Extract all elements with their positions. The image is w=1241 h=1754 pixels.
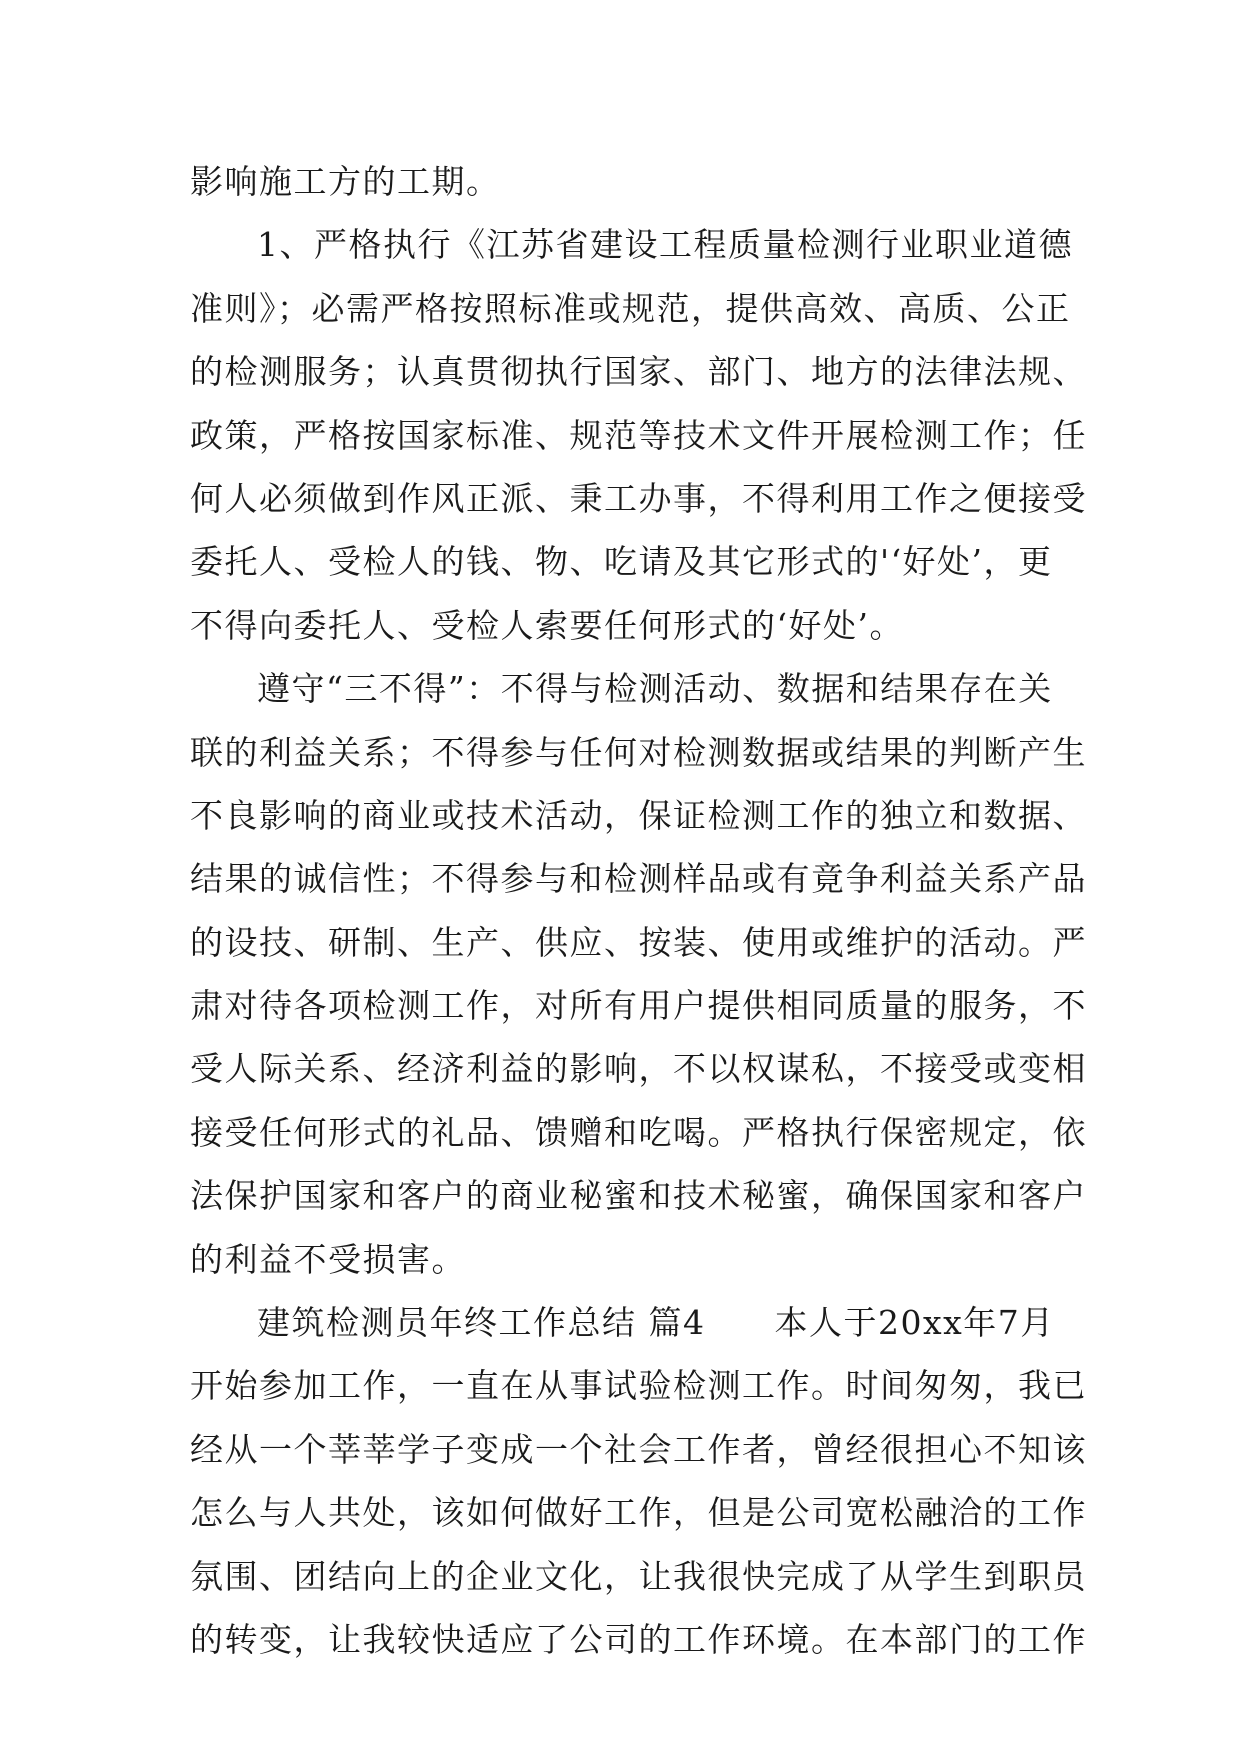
text-line: 结果的诚信性；不得参与和检测样品或有竟争利益关系产品 — [190, 859, 1087, 899]
text-line: 的转变，让我较快适应了公司的工作环境。在本部门的工作 — [190, 1619, 1087, 1659]
text-line: 影响施工方的工期。 — [190, 162, 501, 201]
text-line: 的检测服务；认真贯彻执行国家、部门、地方的法律法规、 — [190, 352, 1087, 392]
text-line: 不良影响的商业或技术活动，保证检测工作的独立和数据、 — [190, 795, 1087, 835]
text-line: 政策，严格按国家标准、规范等技术文件开展检测工作；任 — [190, 415, 1087, 455]
text-line: 委托人、受检人的钱、物、吃请及其它形式的'‘好处’，更 — [190, 542, 1053, 582]
text-line: 开始参加工作，一直在从事试验检测工作。时间匆匆，我已 — [190, 1366, 1087, 1406]
text-line: 建筑检测员年终工作总结 篇4 本人于20xx年7月 — [257, 1303, 1055, 1343]
text-line: 1、严格执行《江苏省建设工程质量检测行业职业道德 — [257, 225, 1073, 265]
text-line: 经从一个莘莘学子变成一个社会工作者，曾经很担心不知该 — [190, 1429, 1087, 1469]
text-line: 肃对待各项检测工作，对所有用户提供相同质量的服务，不 — [190, 986, 1087, 1026]
text-line: 遵守“三不得”：不得与检测活动、数据和结果存在关 — [257, 669, 1053, 709]
body-text — [190, 150, 1087, 1671]
text-line: 受人际关系、经济利益的影响，不以权谋私，不接受或变相 — [190, 1049, 1087, 1089]
text-line: 不得向委托人、受检人索要任何形式的‘好处’。 — [190, 605, 904, 645]
text-line: 怎么与人共处，该如何做好工作，但是公司宽松融洽的工作 — [190, 1493, 1087, 1533]
text-line: 法保护国家和客户的商业秘蜜和技术秘蜜，确保国家和客户 — [190, 1176, 1087, 1216]
text-line: 接受任何形式的礼品、馈赠和吃喝。严格执行保密规定，依 — [190, 1112, 1087, 1152]
text-line: 准则》；必需严格按照标准或规范，提供高效、高质、公正 — [190, 288, 1071, 328]
text-line: 的设技、研制、生产、供应、按装、使用或维护的活动。严 — [190, 922, 1087, 962]
text-line: 联的利益关系；不得参与任何对检测数据或结果的判断产生 — [190, 732, 1087, 772]
text-line: 氛围、团结向上的企业文化，让我很快完成了从学生到职员 — [190, 1556, 1087, 1596]
text-line: 何人必须做到作风正派、秉工办事，不得利用工作之便接受 — [190, 478, 1087, 518]
text-line: 的利益不受损害。 — [190, 1239, 466, 1279]
